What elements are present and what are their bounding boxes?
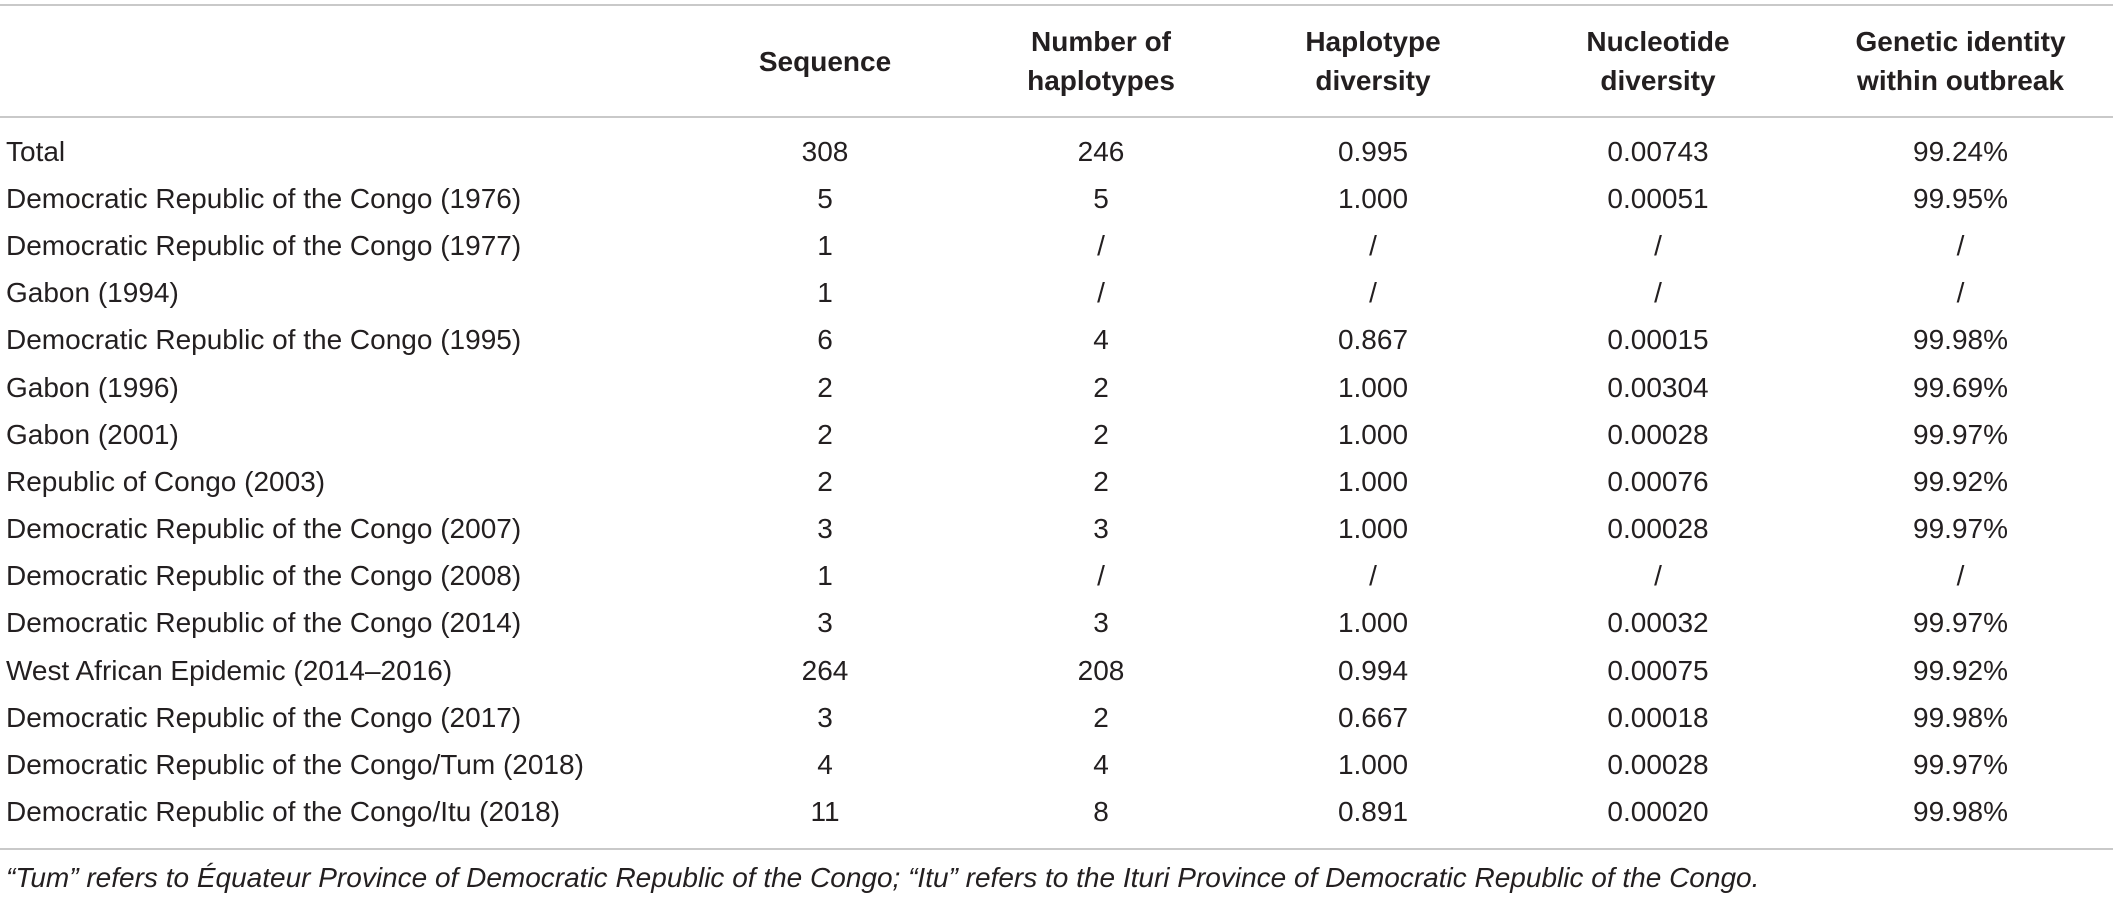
data-cell: 2 xyxy=(817,418,833,450)
data-cell: 1.000 xyxy=(1337,418,1409,450)
row-label-cell: Democratic Republic of the Congo (2017) xyxy=(6,701,522,733)
header-text-line: Number of xyxy=(1031,26,1171,57)
data-cell: 1.000 xyxy=(1337,465,1409,497)
data-cell: 99.97% xyxy=(1913,607,2008,639)
data-cell: 99.95% xyxy=(1913,182,2008,214)
table-row xyxy=(0,694,2113,741)
header-text-line: Sequence xyxy=(758,45,892,77)
header-text-line: Nucleotide xyxy=(1586,26,1730,57)
table-row xyxy=(0,364,2113,411)
data-cell: 2 xyxy=(817,371,833,403)
header-cell xyxy=(686,0,964,122)
row-label-cell: Republic of Congo (2003) xyxy=(6,465,326,497)
row-label-cell: Democratic Republic of the Congo (2008) xyxy=(6,560,522,592)
table-header-rule xyxy=(0,116,2113,118)
data-cell: 0.00020 xyxy=(1607,796,1709,828)
data-cell: 0.00075 xyxy=(1607,654,1709,686)
row-label-cell: Democratic Republic of the Congo/Tum (2018) xyxy=(6,749,584,781)
data-cell: 8 xyxy=(1093,796,1109,828)
data-cell: 99.98% xyxy=(1913,796,2008,828)
data-cell: 0.867 xyxy=(1337,324,1409,356)
data-cell: 99.98% xyxy=(1913,701,2008,733)
data-cell: / xyxy=(1097,277,1105,309)
data-cell: 11 xyxy=(810,796,840,828)
data-cell: 1.000 xyxy=(1337,749,1409,781)
data-cell: 1.000 xyxy=(1337,371,1409,403)
table-row xyxy=(0,222,2113,269)
data-cell: 0.00051 xyxy=(1607,182,1709,214)
data-cell: 1.000 xyxy=(1337,513,1409,545)
data-cell: 0.00028 xyxy=(1607,513,1709,545)
data-cell: 3 xyxy=(1093,513,1109,545)
table-row xyxy=(0,647,2113,694)
table-row xyxy=(0,553,2113,600)
data-cell: 1.000 xyxy=(1337,607,1409,639)
header-text-line: haplotypes xyxy=(1027,65,1175,96)
data-cell: 99.98% xyxy=(1913,324,2008,356)
header-text-line: diversity xyxy=(1600,65,1716,96)
data-cell: 99.97% xyxy=(1913,418,2008,450)
data-cell: 5 xyxy=(1093,182,1109,214)
data-cell: 3 xyxy=(1093,607,1109,639)
data-cell: 0.00028 xyxy=(1607,749,1709,781)
data-cell: 99.92% xyxy=(1913,465,2008,497)
table-row xyxy=(0,506,2113,553)
header-cell xyxy=(964,0,1238,122)
header-text-line: diversity xyxy=(1315,65,1431,96)
data-cell: / xyxy=(1097,560,1105,592)
data-cell: 2 xyxy=(1093,371,1109,403)
data-cell: / xyxy=(1956,277,1965,309)
data-cell: 99.97% xyxy=(1913,749,2008,781)
data-cell: / xyxy=(1369,229,1377,261)
header-text-line: Haplotype xyxy=(1305,26,1441,57)
data-cell: 3 xyxy=(817,513,833,545)
data-cell: / xyxy=(1654,560,1662,592)
data-cell: 1.000 xyxy=(1337,182,1409,214)
data-cell: 6 xyxy=(817,324,833,356)
data-cell: / xyxy=(1956,560,1965,592)
data-cell: / xyxy=(1654,277,1662,309)
data-cell: 0.00304 xyxy=(1607,371,1709,403)
row-label-cell: Democratic Republic of the Congo (2014) xyxy=(6,607,522,639)
table-row xyxy=(0,741,2113,788)
data-cell: 0.00015 xyxy=(1607,324,1709,356)
row-label-cell: Gabon (1994) xyxy=(6,277,179,309)
data-cell: 99.69% xyxy=(1913,371,2008,403)
data-cell: 0.00743 xyxy=(1607,135,1709,167)
data-cell: 0.00028 xyxy=(1607,418,1709,450)
data-cell: 4 xyxy=(1093,324,1109,356)
row-label-cell: Democratic Republic of the Congo (1995) xyxy=(6,324,522,356)
data-cell: 0.891 xyxy=(1337,796,1409,828)
row-label-cell: West African Epidemic (2014–2016) xyxy=(6,654,453,686)
table-row xyxy=(0,122,2113,175)
data-cell: 0.995 xyxy=(1337,135,1409,167)
header-text-line: within outbreak xyxy=(1857,65,2064,96)
table-header-row xyxy=(0,0,2113,122)
data-cell: 1 xyxy=(817,229,833,261)
data-cell: 2 xyxy=(1093,418,1109,450)
data-cell: 2 xyxy=(817,465,833,497)
data-cell: 2 xyxy=(1093,701,1109,733)
data-cell: 0.667 xyxy=(1337,701,1409,733)
header-cell xyxy=(1508,0,1808,122)
data-cell: 5 xyxy=(817,182,833,214)
row-label-cell: Democratic Republic of the Congo/Itu (2018) xyxy=(6,796,561,828)
data-cell: 99.24% xyxy=(1913,135,2008,167)
data-cell: / xyxy=(1654,229,1662,261)
header-cell xyxy=(1238,0,1508,122)
data-cell: 1 xyxy=(817,277,833,309)
data-cell: / xyxy=(1369,560,1377,592)
data-cell: 246 xyxy=(1077,135,1125,167)
data-cell: 0.00018 xyxy=(1607,701,1709,733)
row-label-cell: Democratic Republic of the Congo (1976) xyxy=(6,182,522,214)
table-bottom-rule xyxy=(0,848,2113,850)
data-cell: 3 xyxy=(817,701,833,733)
data-cell: 3 xyxy=(817,607,833,639)
table-footnote: “Tum” refers to Équateur Province of Democratic Republic of the Congo; “Itu” refers to the Ituri Province of Democratic Republic of the Congo. xyxy=(6,862,1760,893)
table-row xyxy=(0,458,2113,505)
row-label-cell: Democratic Republic of the Congo (1977) xyxy=(6,229,522,261)
row-label-cell: Gabon (2001) xyxy=(6,418,179,450)
header-cell xyxy=(1808,0,2113,122)
data-cell: 4 xyxy=(1093,749,1109,781)
data-cell: / xyxy=(1369,277,1377,309)
row-label-cell: Democratic Republic of the Congo (2007) xyxy=(6,513,522,545)
data-cell: 0.00076 xyxy=(1607,465,1709,497)
table-body xyxy=(0,122,2113,836)
header-text-line: Genetic identity xyxy=(1855,26,2066,57)
data-cell: / xyxy=(1956,229,1965,261)
data-cell: 99.97% xyxy=(1913,513,2008,545)
data-cell: / xyxy=(1097,229,1105,261)
table-top-rule xyxy=(0,4,2113,6)
table-row xyxy=(0,789,2113,836)
table-row xyxy=(0,317,2113,364)
data-cell: 208 xyxy=(1077,654,1125,686)
data-cell: 0.00032 xyxy=(1607,607,1709,639)
row-label-cell: Total xyxy=(6,135,66,167)
data-cell: 4 xyxy=(817,749,833,781)
table-row xyxy=(0,175,2113,222)
row-label-cell: Gabon (1996) xyxy=(6,371,179,403)
header-cell-label xyxy=(0,0,686,122)
data-cell: 264 xyxy=(801,654,849,686)
data-cell: 0.994 xyxy=(1337,654,1409,686)
data-cell: 308 xyxy=(801,135,849,167)
data-cell: 99.92% xyxy=(1913,654,2008,686)
table-row xyxy=(0,600,2113,647)
table-row xyxy=(0,411,2113,458)
table-row xyxy=(0,270,2113,317)
data-cell: 2 xyxy=(1093,465,1109,497)
data-cell: 1 xyxy=(817,560,833,592)
